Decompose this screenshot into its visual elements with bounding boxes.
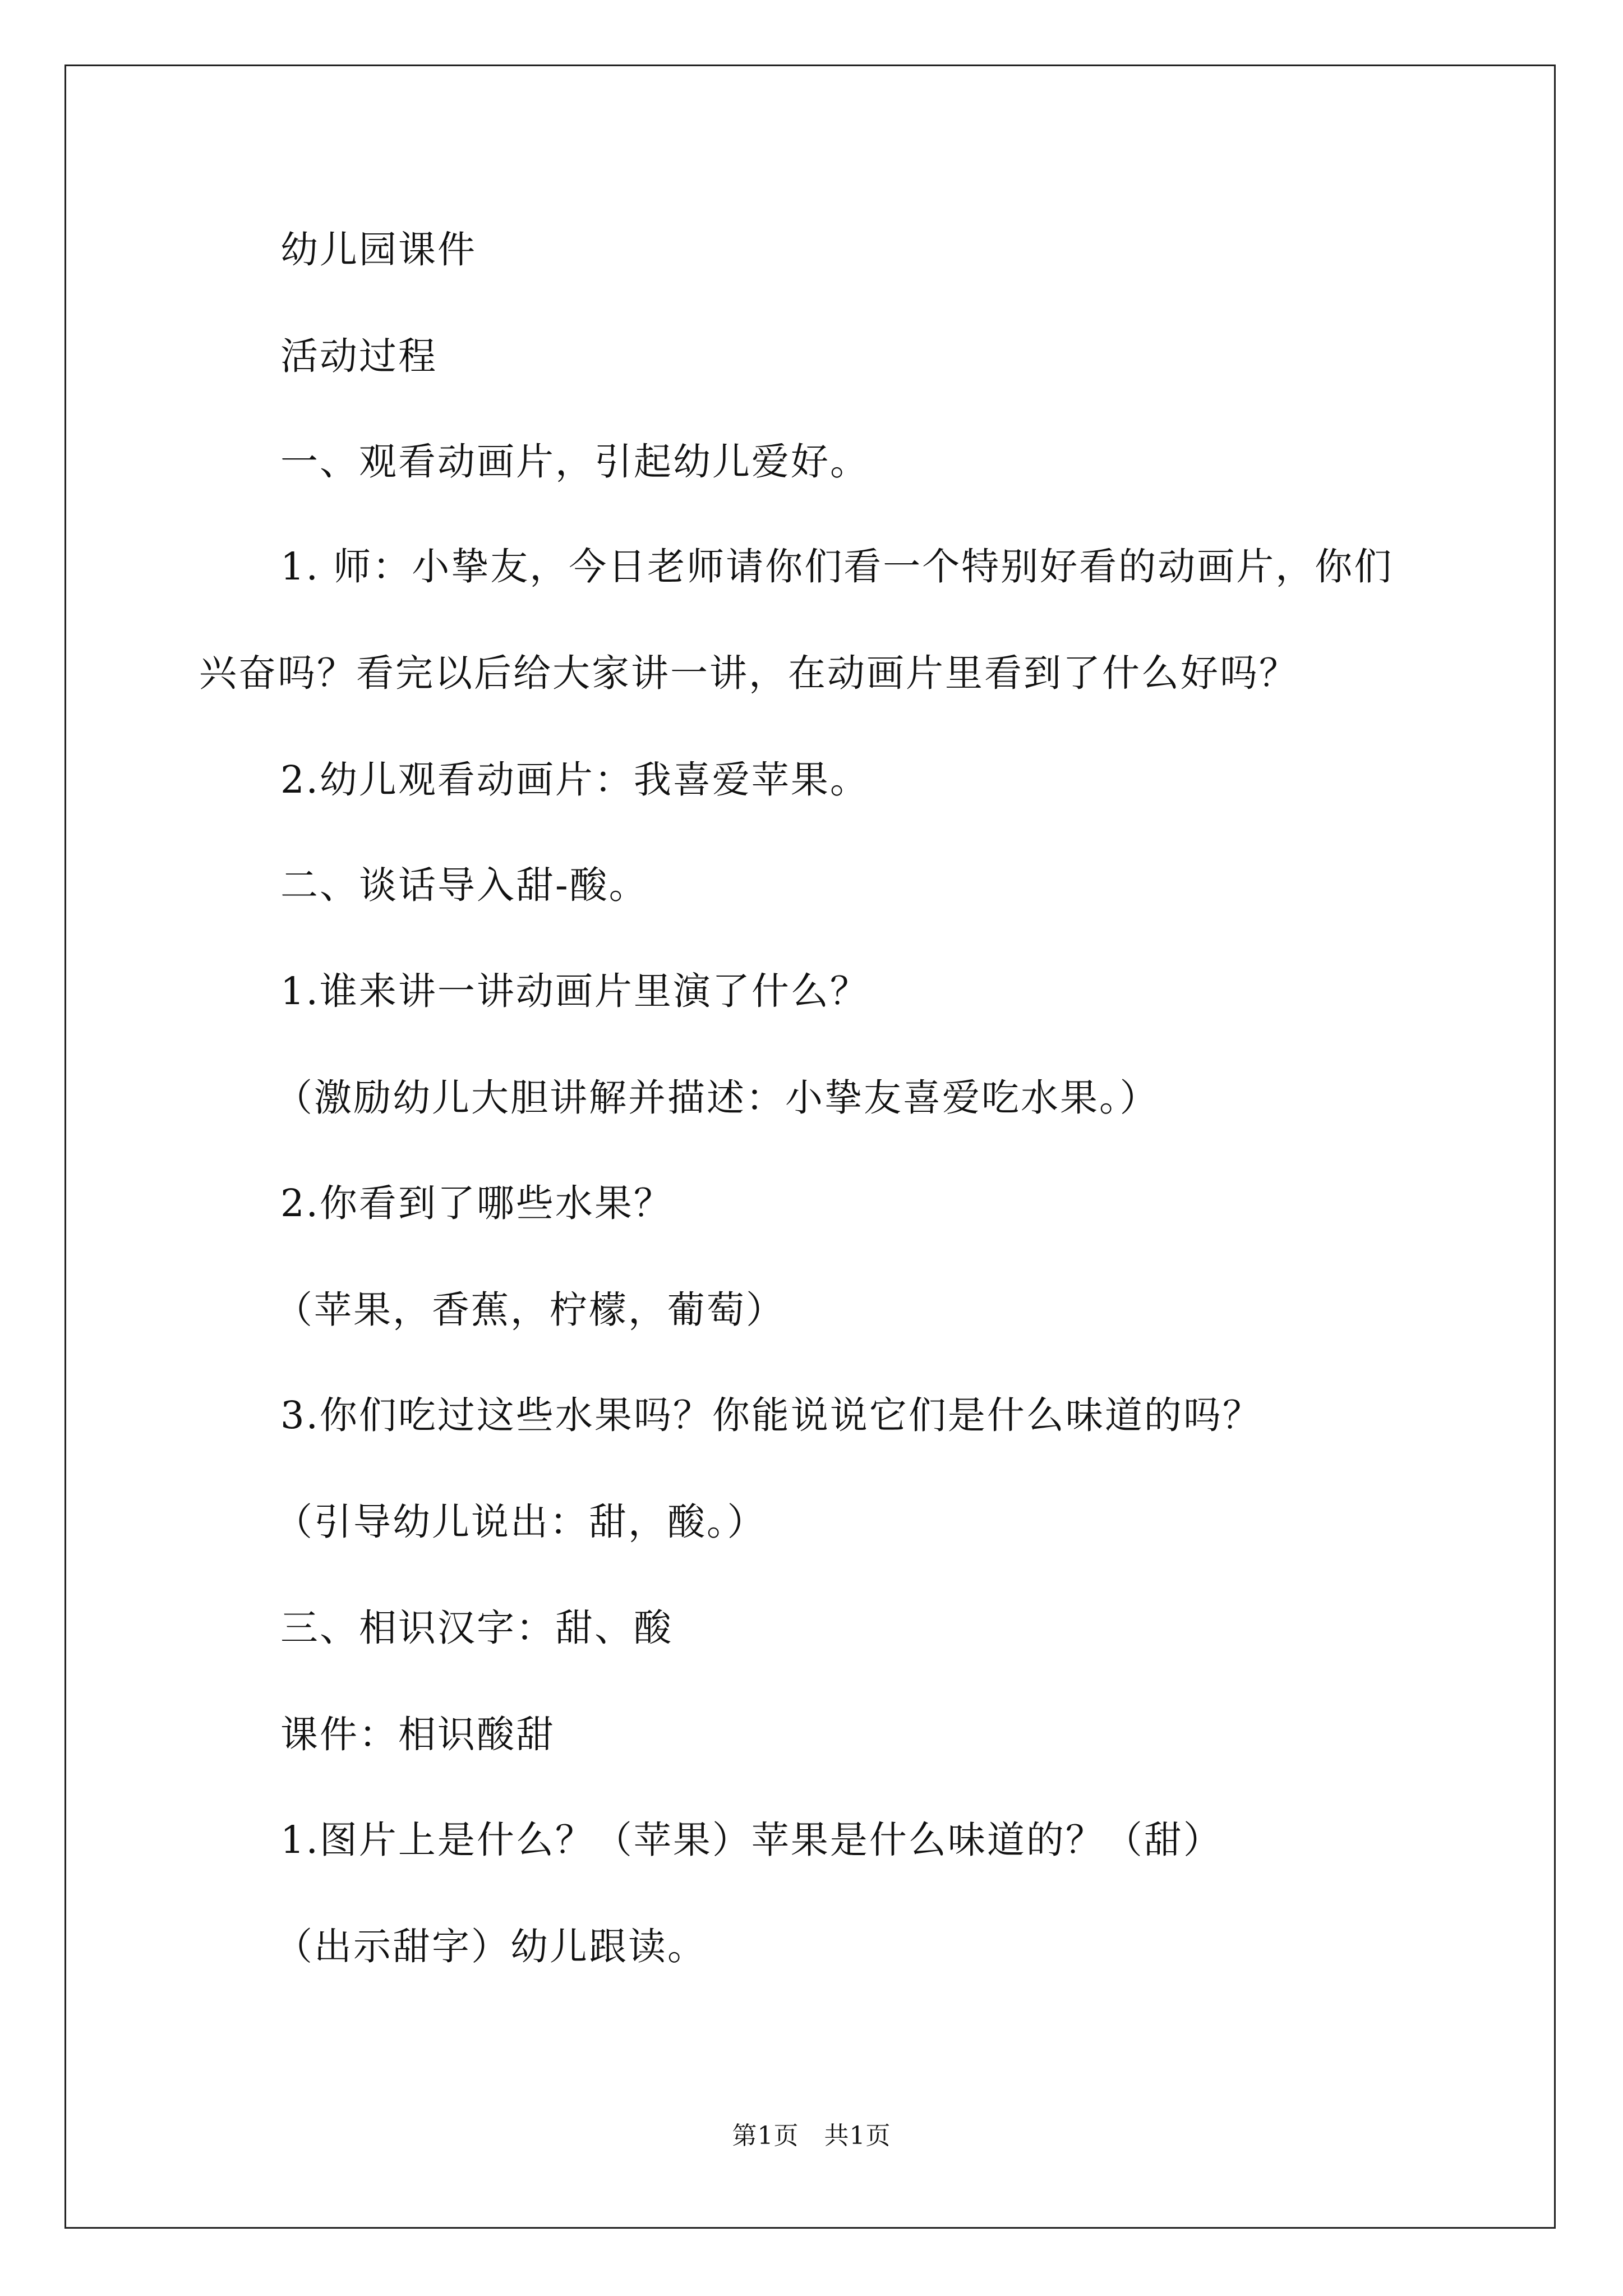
paragraph-line: 1.谁来讲一讲动画片里演了什么？ <box>280 969 869 1013</box>
page-footer: 第1页 共1页 <box>732 2122 891 2150</box>
paragraph-line: （苹果，香蕉，柠檬，葡萄） <box>275 1288 785 1332</box>
section-heading: 三、相识汉字：甜、酸 <box>280 1606 673 1650</box>
paragraph-line: （出示甜字）幼儿跟读。 <box>275 1925 707 1968</box>
paragraph-line: 3.你们吃过这些水果吗？你能说说它们是什么味道的吗？ <box>280 1393 1262 1437</box>
paragraph-line: 课件：相识酸甜 <box>280 1713 555 1756</box>
page-border <box>64 65 1556 2229</box>
paragraph-line: 2.你看到了哪些水果？ <box>280 1181 673 1225</box>
paragraph-line: （激励幼儿大胆讲解并描述：小挚友喜爱吃水果。） <box>275 1076 1159 1120</box>
paragraph-line: 2.幼儿观看动画片：我喜爱苹果。 <box>280 758 869 802</box>
section-heading: 活动过程 <box>280 334 437 378</box>
section-heading: 二、谈话导入甜-酸。 <box>280 863 648 907</box>
paragraph-line: 1. 师：小挚友，今日老师请你们看一个特别好看的动画片，你们 <box>280 545 1394 588</box>
paragraph-line: 1.图片上是什么？（苹果）苹果是什么味道的？（甜） <box>280 1818 1223 1862</box>
paragraph-line: （引导幼儿说出：甜，酸。） <box>275 1500 767 1544</box>
section-heading: 一、观看动画片，引起幼儿爱好。 <box>280 440 869 484</box>
document-title: 幼儿园课件 <box>280 228 477 272</box>
paragraph-line: 兴奋吗？看完以后给大家讲一讲，在动画片里看到了什么好吗？ <box>199 651 1298 695</box>
